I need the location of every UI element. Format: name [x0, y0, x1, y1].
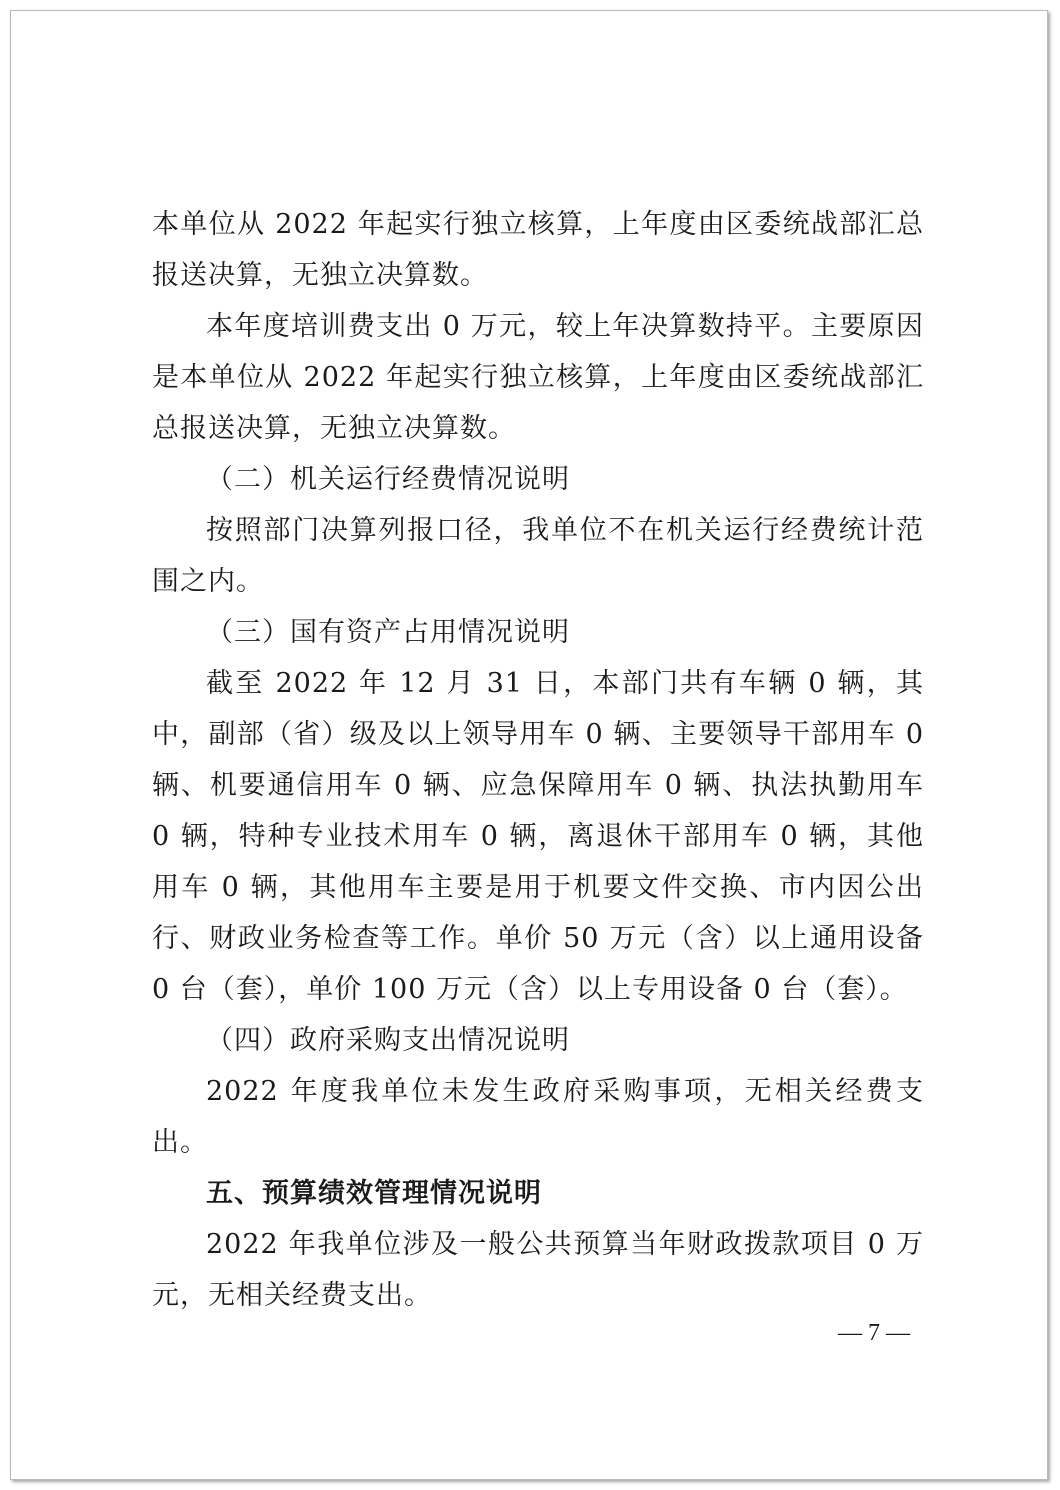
subheading-procurement: （四）政府采购支出情况说明 — [206, 1025, 570, 1056]
paragraph-operating-funds: 按照部门决算列报口径，我单位不在机关运行经费统计范围之内。 — [152, 515, 924, 597]
section-heading-performance: 五、预算绩效管理情况说明 — [206, 1178, 542, 1209]
subheading-state-assets: （三）国有资产占用情况说明 — [206, 617, 570, 648]
paragraph-continuation: 本单位从 2022 年起实行独立核算，上年度由区委统战部汇总报送决算，无独立决算数。 — [152, 209, 924, 291]
page-number: — 7 — — [838, 1320, 910, 1346]
paragraph-training-fee: 本年度培训费支出 0 万元，较上年决算数持平。主要原因是本单位从 2022 年起实行独立核算，上年度由区委统战部汇总报送决算，无独立决算数。 — [152, 311, 924, 444]
subheading-operating-funds: （二）机关运行经费情况说明 — [206, 464, 570, 495]
paragraph-performance: 2022 年我单位涉及一般公共预算当年财政拨款项目 0 万元，无相关经费支出。 — [152, 1229, 924, 1311]
paragraph-state-assets: 截至 2022 年 12 月 31 日，本部门共有车辆 0 辆，其中，副部（省）级及以上领导用车 0 辆、主要领导干部用车 0 辆、机要通信用车 0 辆、应急保障用车 0 辆、执法执勤用车 0 辆，特种专业技术用车 0 辆，离退休干部用车 0 辆，其他用车 0 辆，其他用车主要是用于机要文件交换、市内因公出行、财政业务检查等工作。单价 50 万元（含）以上通用设备 0 台（套），单价 100 万元（含）以上专用设备 0 台（套）。 — [152, 668, 924, 1005]
document-body — [152, 199, 924, 1321]
paragraph-procurement: 2022 年度我单位未发生政府采购事项，无相关经费支出。 — [152, 1076, 924, 1158]
